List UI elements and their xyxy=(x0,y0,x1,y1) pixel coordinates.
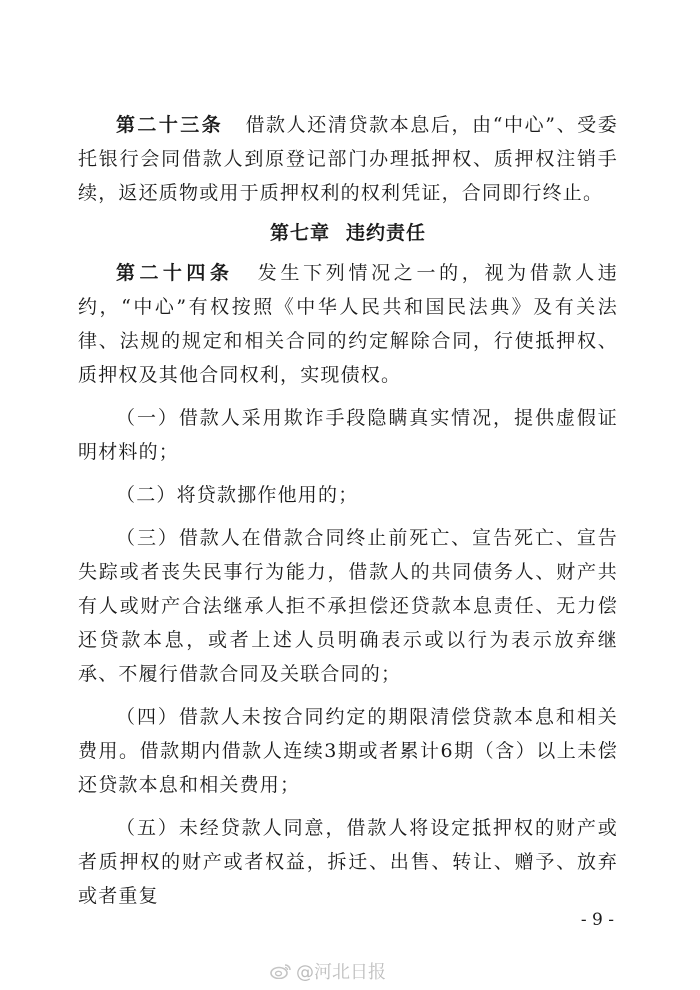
list-item-5: （五）未经贷款人同意，借款人将设定抵押权的财产或者质押权的财产或者权益，拆迁、出售、转让、赠予、放弃或者重复 xyxy=(78,817,618,907)
watermark-text: @河北日报 xyxy=(296,962,386,983)
article-24-text: 发生下列情况之一的，视为借款人违约，“中心”有权按照《中华人民共和国民法典》及有关法律、法规的规定和相关合同的约定解除合同，行使抵押权、质押权及其他合同权利，实现债权。 xyxy=(78,262,618,386)
article-24-label: 第二十四条 xyxy=(116,262,234,284)
article-23-text: 借款人还清贷款本息后，由“中心”、受委托银行会同借款人到原登记部门办理抵押权、质押权注销手续，返还质物或用于质押权利的权利凭证，合同即行终止。 xyxy=(78,114,618,204)
list-item-3: （三）借款人在借款合同终止前死亡、宣告死亡、宣告失踪或者丧失民事行为能力，借款人的共同债务人、财产共有人或财产合法继承人拒不承担偿还贷款本息责任、无力偿还贷款本息，或者上述人员明确表示或以行为表示放弃继承、不履行借款合同及关联合同的； xyxy=(78,527,618,685)
chapter-number: 第七章 xyxy=(269,222,330,244)
watermark xyxy=(270,958,386,984)
document-body xyxy=(78,108,618,913)
chapter-heading xyxy=(78,216,618,250)
page-number: - 9 - xyxy=(580,910,614,930)
article-24 xyxy=(78,256,618,392)
list-item-1: （一）借款人采用欺诈手段隐瞒真实情况，提供虚假证明材料的； xyxy=(78,407,618,463)
weibo-icon xyxy=(270,963,292,979)
chapter-title: 违约责任 xyxy=(346,222,427,244)
list-item-2: （二）将贷款挪作他用的； xyxy=(116,484,359,506)
article-23 xyxy=(78,108,618,210)
article-23-label: 第二十三条 xyxy=(116,114,224,136)
list-item-4: （四）借款人未按合同约定的期限清偿贷款本息和相关费用。借款期内借款人连续3期或者累计6期（含）以上未偿还贷款本息和相关费用； xyxy=(78,706,618,796)
